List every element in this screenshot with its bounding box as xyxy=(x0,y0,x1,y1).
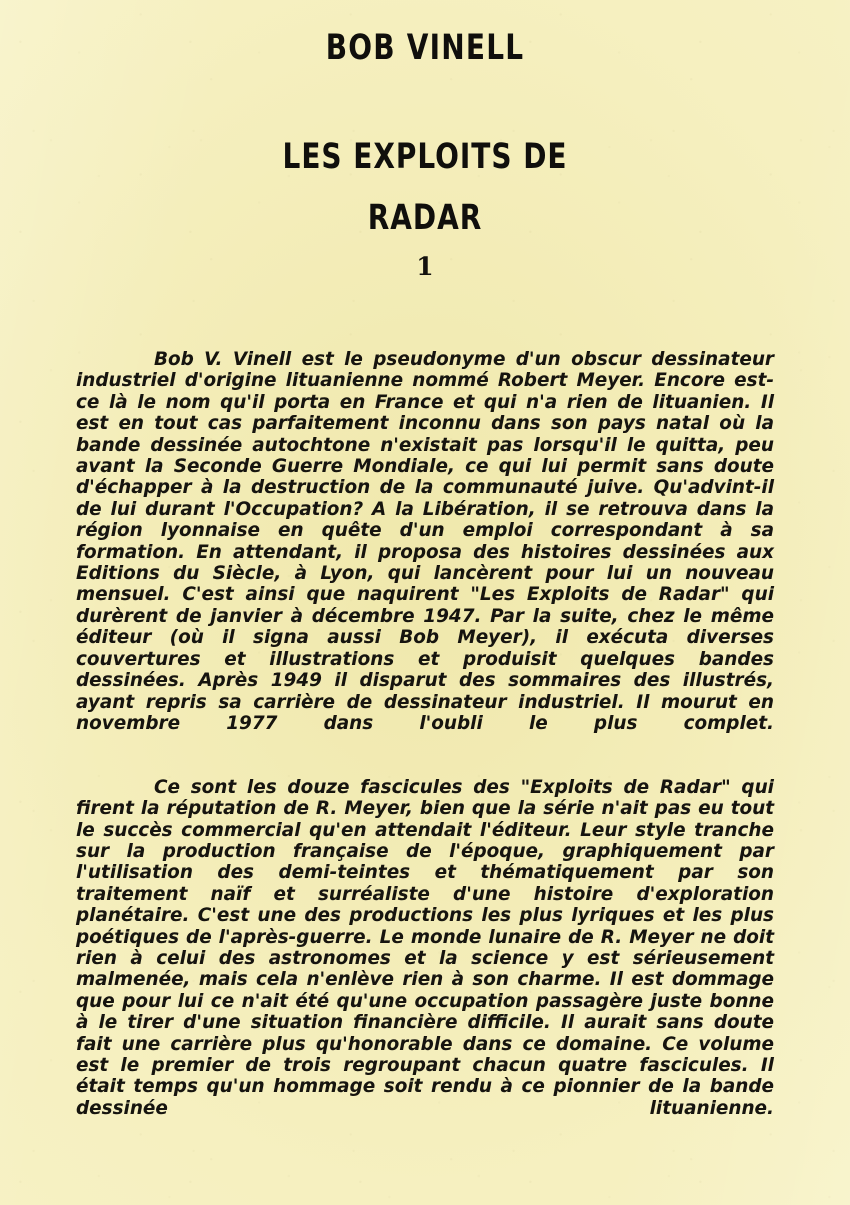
paragraph: Ce sont les douze fascicules des "Exploits de Radar" qui firent la réputation de R. Meyer, bien que la série n'ait pas eu tout le succès commercial qu'en attendait l'éditeur. Leur style tranche sur la production française de l'époque, graphiquement par l'utilisation des demi-teintes et thématiquement par son traitement naïf et surréaliste d'une histoire d'exploration planétaire. C'est une des productions les plus lyriques et les plus poétiques de l'après-guerre. Le monde lunaire de R. Meyer ne doit rien à celui des astronomes et la science y est sérieusement malmenée, mais cela n'enlève rien à son charme. Il est dommage que pour lui ce n'ait été qu'une occupation passagère juste bonne à le tirer d'une situation financière difficile. Il aurait sans doute fait une carrière plus qu'honorable dans ce domaine. Ce volume est le premier de trois regroupant chacun quatre fascicules. Il était temps qu'un hommage soit rendu à ce pionnier de la bande dessinée lituanienne. xyxy=(76,776,774,1119)
body-text xyxy=(76,279,774,1141)
book-title-line-1: LES EXPLOITS DE xyxy=(282,137,568,177)
book-title-line-2: RADAR xyxy=(367,198,483,238)
author-name: BOB VINELL xyxy=(325,28,525,68)
title-block xyxy=(0,0,850,279)
paragraph: Bob V. Vinell est le pseudonyme d'un obscur dessinateur industriel d'origine lituanienne nommé Robert Meyer. Encore est-ce là le nom qu'il porta en France et qui n'a rien de lituanien. Il est en tout cas parfaitement inconnu dans son pays natal où la bande dessinée autochtone n'existait pas lorsqu'il le quitta, peu avant la Seconde Guerre Mondiale, ce qui lui permit sans doute d'échapper à la destruction de la communauté juive. Qu'advint-il de lui durant l'Occupation? A la Libération, il se retrouva dans la région lyonnaise en quête d'un emploi correspondant à sa formation. En attendant, il proposa des histoires dessinées aux Editions du Siècle, à Lyon, qui lancèrent pour lui un nouveau mensuel. C'est ainsi que naquirent "Les Exploits de Radar" qui durèrent de janvier à décembre 1947. Par la suite, chez le même éditeur (où il signa aussi Bob Meyer), il exécuta diverses couvertures et illustrations et produisit quelques bandes dessinées. Après 1949 il disparut des sommaires des illustrés, ayant repris sa carrière de dessinateur industriel. Il mourut en novembre 1977 dans l'oubli le plus complet. xyxy=(76,349,774,734)
chapter-number: 1 xyxy=(416,252,434,281)
